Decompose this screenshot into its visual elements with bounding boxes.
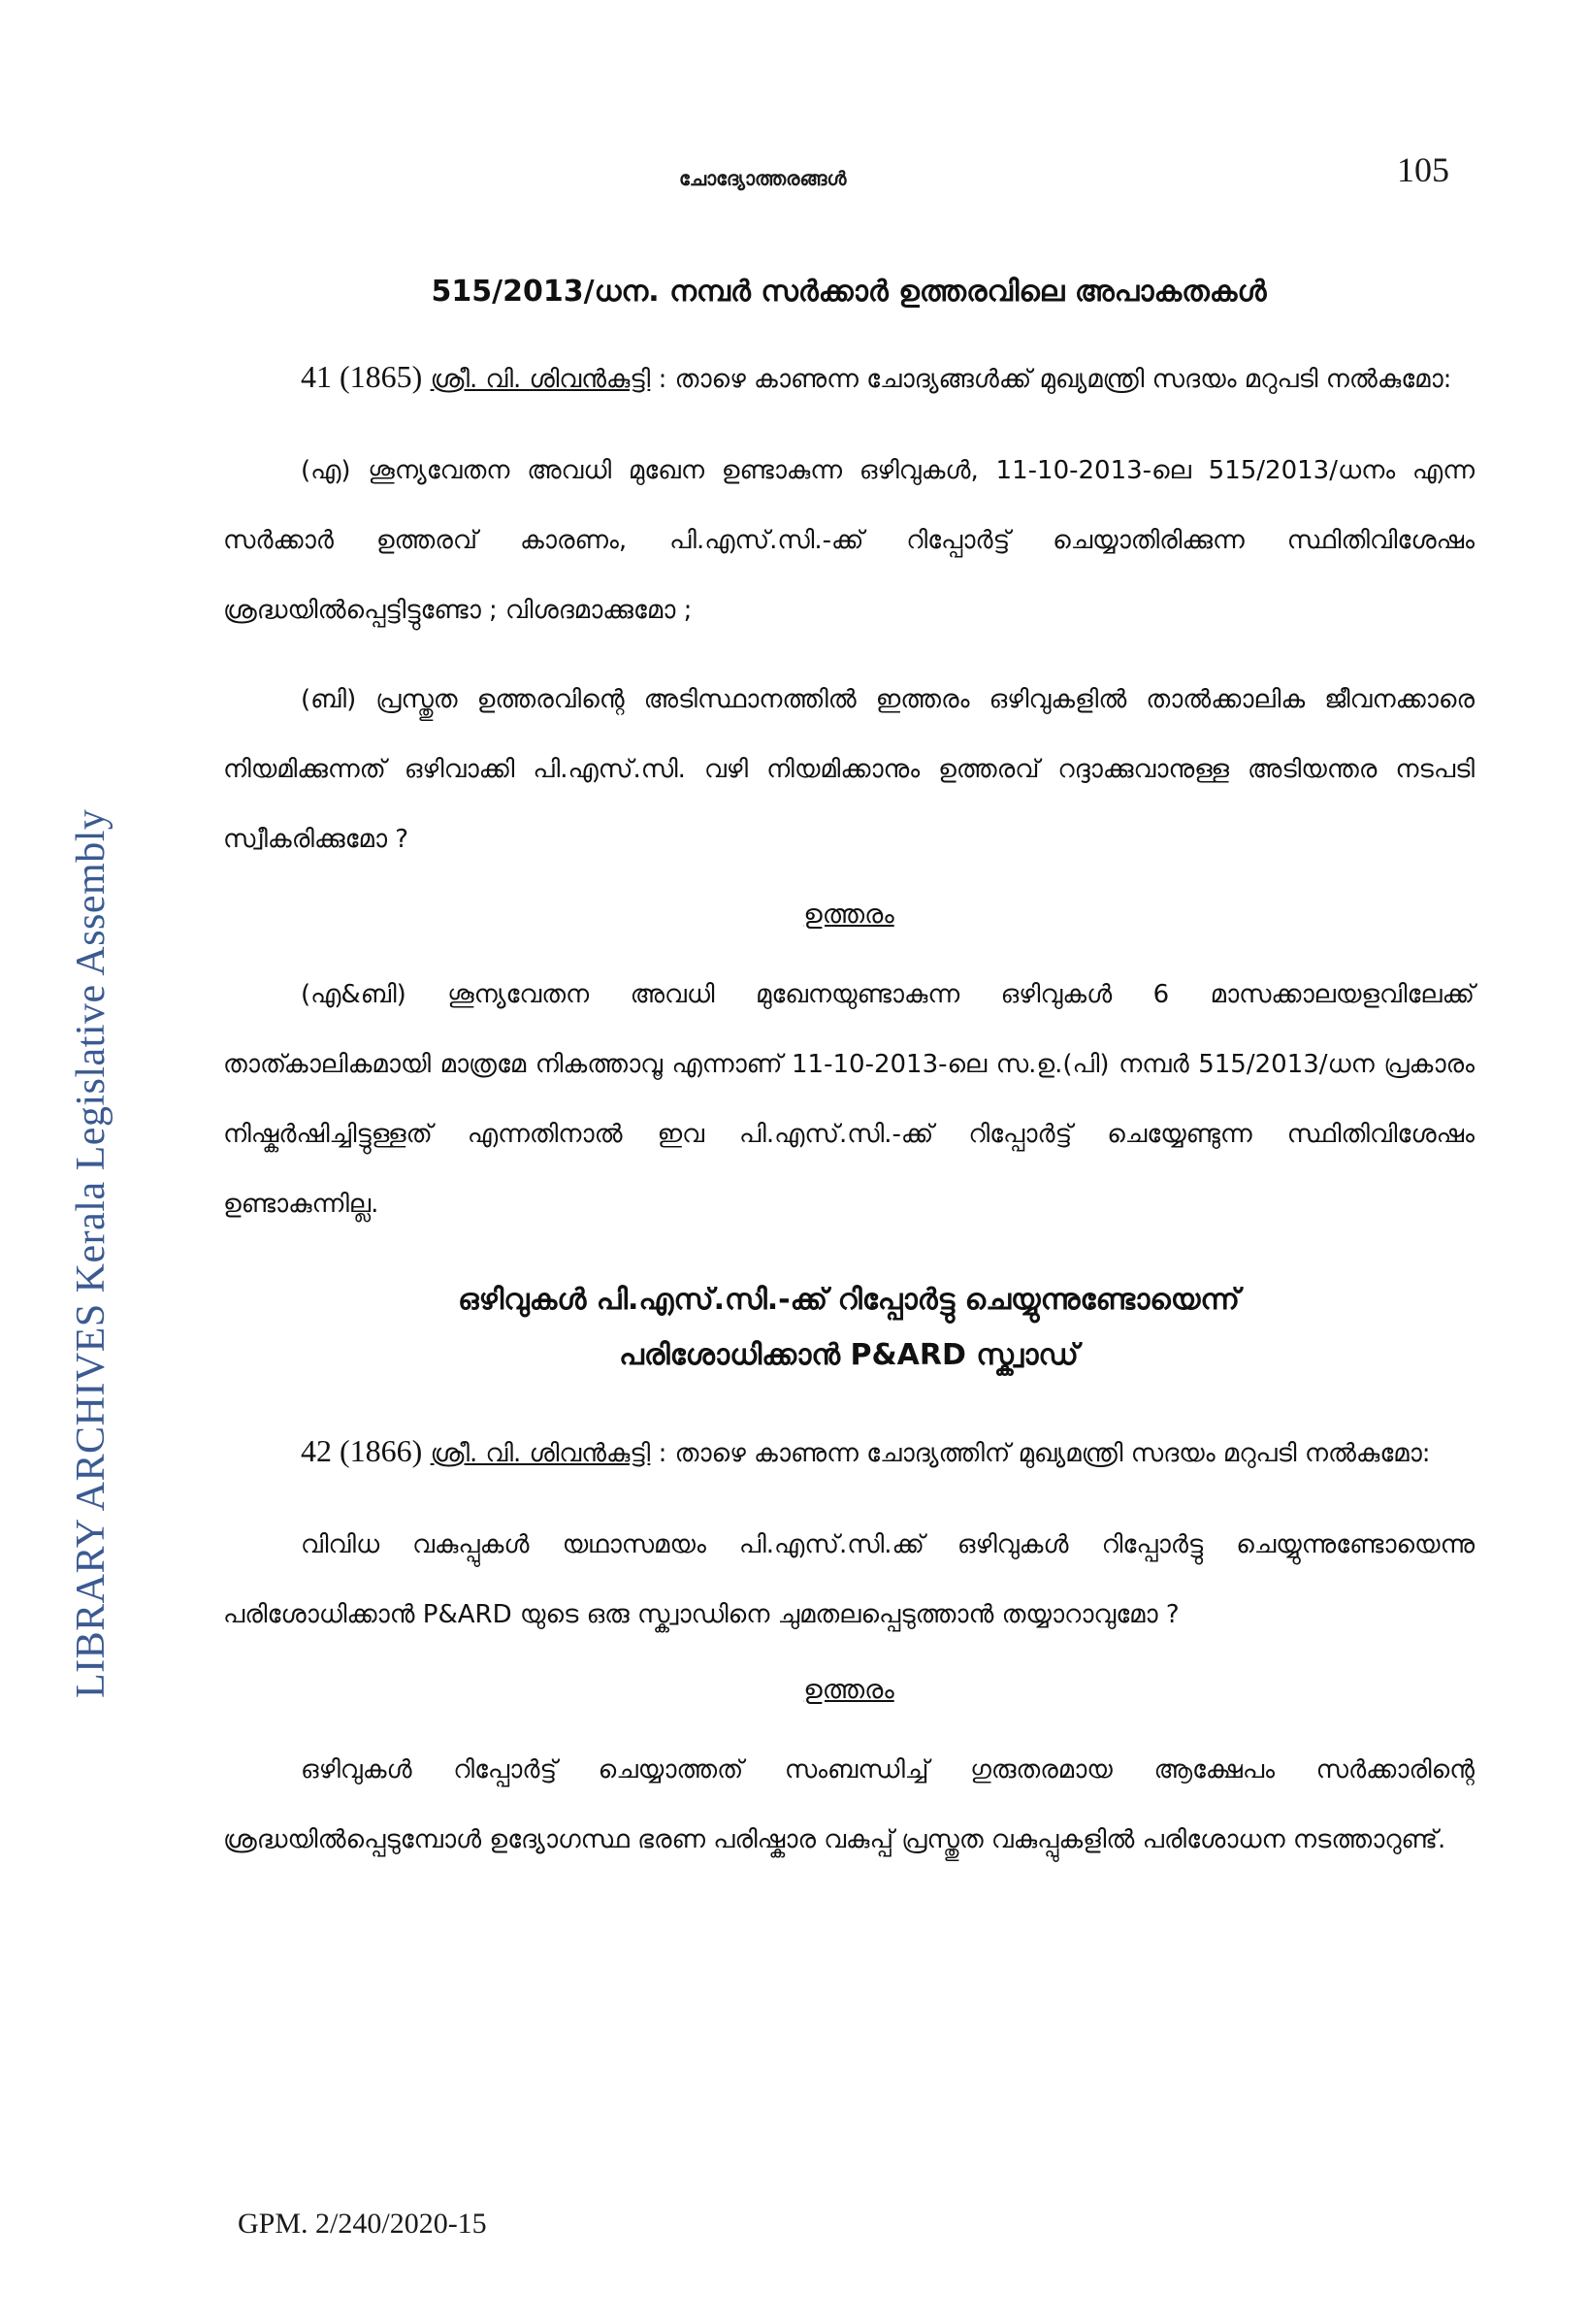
question-42-heading-line2: പരിശോധിക്കാൻ P&ARD സ്ക്വാഡ്	[619, 1338, 1079, 1372]
question-42-number: 42 (1866)	[301, 1433, 423, 1468]
question-42-member: ശ്രീ. വി. ശിവൻകുട്ടി	[430, 1439, 651, 1468]
question-42-heading	[223, 1272, 1475, 1383]
question-41-part-b: (ബി) പ്രസ്തുത ഉത്തരവിന്റെ അടിസ്ഥാനത്തിൽ ഇത്തരം ഒഴിവുകളിൽ താൽക്കാലിക ജീവനക്കാരെ നിയമിക്കുന്നത് ഒഴിവാക്കി പി.എസ്.സി. വഴി നിയമിക്കാനും ഉത്തരവ് റദ്ദാക്കുവാനുള്ള അടിയന്തര നടപടി സ്വീകരിക്കുമോ ?	[223, 685, 1475, 854]
page-content	[223, 272, 1475, 1884]
question-41-part-a: (എ) ശൂന്യവേതന അവധി മുഖേന ഉണ്ടാകുന്ന ഒഴിവുകൾ, 11-10-2013-ലെ 515/2013/ധനം എന്ന സർക്കാർ ഉത്തരവ് കാരണം, പി.എസ്.സി.-ക്ക് റിപ്പോർട്ട് ചെയ്യാതിരിക്കുന്ന സ്ഥിതിവിശേഷം ശ്രദ്ധയിൽപ്പെട്ടിട്ടുണ്ടോ ; വിശദമാക്കുമോ ;	[223, 456, 1475, 625]
question-42-question: വിവിധ വകുപ്പുകൾ യഥാസമയം പി.എസ്.സി.ക്ക് ഒഴിവുകൾ റിപ്പോർട്ടു ചെയ്യുന്നുണ്ടോയെന്നു പരിശോധിക്കാൻ P&ARD യുടെ ഒരു സ്ക്വാഡിനെ ചുമതലപ്പെടുത്താൻ തയ്യാറാവുമോ ?	[223, 1530, 1475, 1629]
question-42-intro-text: : താഴെ കാണുന്ന ചോദ്യത്തിന് മുഖ്യമന്ത്രി സദയം മറുപടി നൽകുമോ:	[650, 1439, 1431, 1468]
question-41-intro-text: : താഴെ കാണുന്ന ചോദ്യങ്ങൾക്ക് മുഖ്യമന്ത്രി സദയം മറുപടി നൽകുമോ:	[650, 365, 1452, 394]
question-41-intro	[223, 342, 1475, 414]
question-41-member: ശ്രീ. വി. ശിവൻകുട്ടി	[430, 365, 651, 394]
question-41-answer-heading: ഉത്തരം	[803, 900, 894, 930]
question-41-answer: (എ&ബി) ശൂന്യവേതന അവധി മുഖേനയുണ്ടാകുന്ന ഒഴിവുകൾ 6 മാസക്കാലയളവിലേക്ക് താത്കാലികമായി മാത്രമേ നികത്താവൂ എന്നാണ് 11-10-2013-ലെ സ.ഉ.(പി) നമ്പർ 515/2013/ധന പ്രകാരം നിഷ്കർഷിച്ചിട്ടുള്ളത് എന്നതിനാൽ ഇവ പി.എസ്.സി.-ക്ക് റിപ്പോർട്ട് ചെയ്യേണ്ടുന്ന സ്ഥിതിവിശേഷം ഉണ്ടാകുന്നില്ല.	[223, 980, 1475, 1219]
question-42-answer: ഒഴിവുകൾ റിപ്പോർട്ട് ചെയ്യാത്തത് സംബന്ധിച്ച് ഗുരുതരമായ ആക്ഷേപം സർക്കാരിന്റെ ശ്രദ്ധയിൽപ്പെടുമ്പോൾ ഉദ്യോഗസ്ഥ ഭരണ പരിഷ്കാര വകുപ്പ് പ്രസ്തുത വകുപ്പുകളിൽ പരിശോധന നടത്താറുണ്ട്.	[223, 1755, 1475, 1854]
question-42-heading-line1: ഒഴിവുകൾ പി.എസ്.സി.-ക്ക് റിപ്പോർട്ടു ചെയ്യുന്നുണ്ടോയെന്ന്	[458, 1283, 1240, 1317]
print-code: GPM. 2/240/2020-15	[238, 2208, 487, 2240]
page-number: 105	[1397, 150, 1449, 189]
question-41-heading: 515/2013/ധന. നമ്പർ സർക്കാർ ഉത്തരവിലെ അപാകതകൾ	[431, 275, 1267, 309]
running-title: ചോദ്യോത്തരങ്ങൾ	[679, 167, 847, 190]
question-42-answer-heading: ഉത്തരം	[803, 1675, 894, 1705]
question-41-number: 41 (1865)	[301, 359, 423, 394]
archive-watermark: LIBRARY ARCHIVES Kerala Legislative Assembly	[69, 808, 114, 1698]
question-42-intro	[223, 1416, 1475, 1489]
